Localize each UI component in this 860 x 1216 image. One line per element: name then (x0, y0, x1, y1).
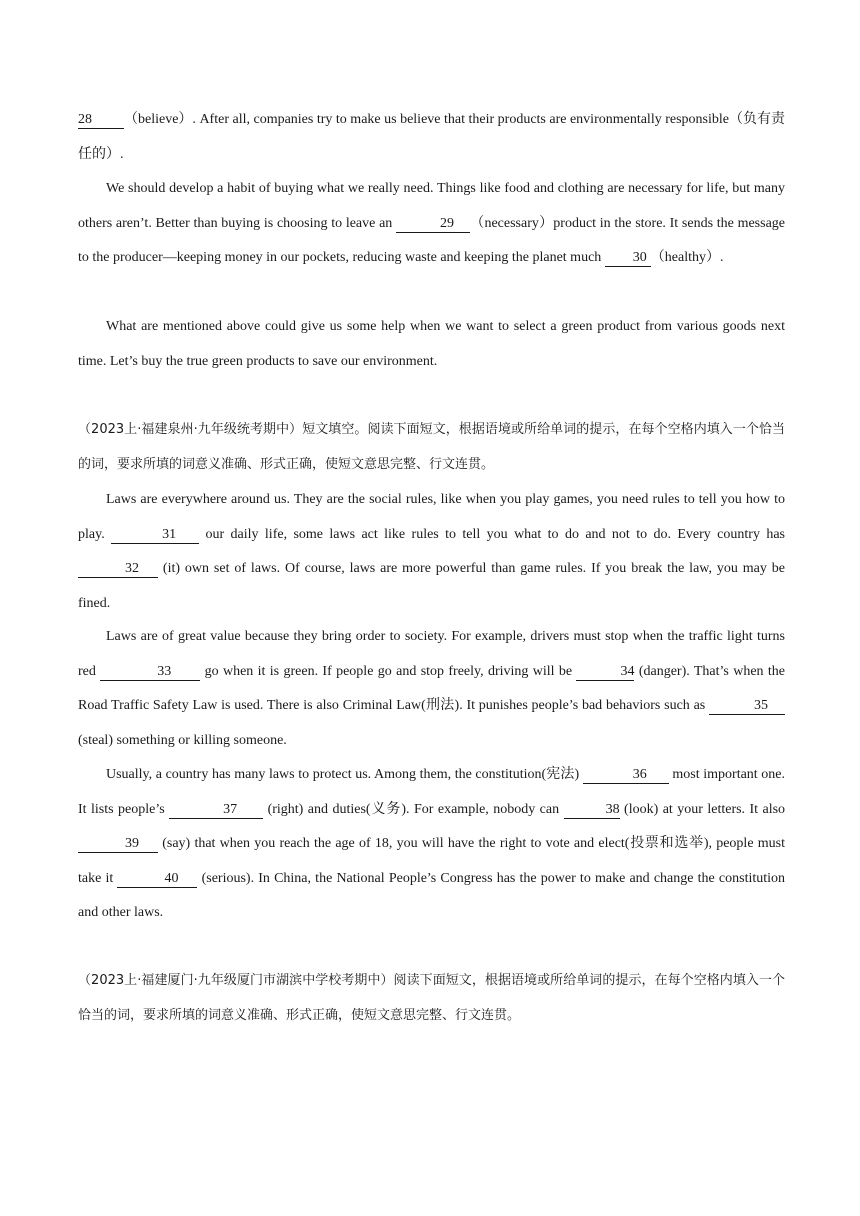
section-intro-xiamen (78, 964, 785, 1033)
blank-35 (709, 698, 785, 715)
paragraph-laws-value (78, 620, 785, 758)
blank-number: 33 (157, 663, 172, 679)
blank-number: 37 (223, 801, 238, 817)
blank-number: 38 (605, 801, 620, 817)
blank-37 (169, 802, 263, 819)
paragraph-text: (right) and duties(义务). For example, nobody can (267, 801, 560, 817)
blank-36 (583, 767, 669, 784)
paragraph-text: We should develop a habit of buying what we really need. Things like food and clothing are necessary for life, but many others aren’t. Better than buying is choosing to leave an (78, 181, 785, 231)
blank-number: 34 (620, 663, 635, 679)
blank-38 (564, 802, 620, 819)
paragraph-believe (78, 103, 785, 172)
blank-number: 40 (164, 870, 179, 886)
blank-28 (78, 112, 124, 129)
blank-number: 28 (78, 112, 92, 127)
paragraph-laws-everywhere (78, 483, 785, 621)
blank-number: 35 (754, 698, 768, 714)
blank-number: 31 (162, 526, 177, 542)
paragraph-habit (78, 172, 785, 276)
paragraph-text: (look) at your letters. It also (624, 801, 786, 817)
paragraph-text: most important one. It lists people’s (78, 767, 786, 817)
blank-39 (78, 836, 158, 853)
paragraph-text: （necessary）product in the store. It sends the message to the producer—keeping money in our pockets, reducing waste and keeping the planet much (78, 215, 785, 266)
paragraph-text: (danger). That’s when the Road Traffic Safety Law is used. There is also Criminal Law(刑法). It punishes people’s bad behaviors such as (78, 663, 785, 714)
blank-number: 30 (632, 250, 647, 266)
intro-text: （2023上·福建泉州·九年级统考期中）短文填空。阅读下面短文，根据语境或所给单词的提示，在每个空格内填入一个恰当的词，要求所填的词意义准确、形式正确，使短文意思完整、行文连贯。 (78, 422, 785, 472)
paragraph-text: (steal) something or killing someone. (78, 732, 287, 748)
paragraph-text: Laws are of great value because they bring order to society. For example, drivers must stop when the traffic light turns red (78, 629, 785, 679)
blank-32 (78, 561, 158, 578)
blank-number: 39 (125, 836, 139, 852)
blank-number: 32 (125, 561, 139, 577)
paragraph-text: （believe）. After all, companies try to make us believe that their products are environmentally responsible（负有责任的）. (78, 112, 785, 162)
blank-31 (111, 527, 199, 544)
blank-number: 36 (632, 767, 647, 782)
paragraph-constitution (78, 758, 785, 931)
paragraph-text: our daily life, some laws act like rules to tell you what to do and not to do. Every country has (205, 526, 785, 542)
paragraph-text: Usually, a country has many laws to protect us. Among them, the constitution(宪法) (106, 767, 580, 782)
paragraph-text: go when it is green. If people go and stop freely, driving will be (204, 663, 573, 679)
paragraph-conclusion (78, 310, 785, 379)
blank-30 (605, 250, 651, 267)
paragraph-text: Laws are everywhere around us. They are the social rules, like when you play games, you need rules to tell you how to play. (78, 492, 785, 542)
paragraph-text: （healthy）. (650, 250, 724, 266)
paragraph-text: (it) own set of laws. Of course, laws are more powerful than game rules. If you break the law, you may be fined. (78, 561, 786, 611)
paragraph-text: (serious). In China, the National People’s Congress has the power to make and change the constitution and other laws. (78, 870, 786, 921)
paragraph-text: (say) that when you reach the age of 18, you will have the right to vote and elect(投票和选举), people must take it (78, 836, 785, 886)
blank-40 (117, 871, 197, 888)
blank-34 (576, 664, 634, 681)
blank-number: 29 (440, 215, 455, 231)
paragraph-text: What are mentioned above could give us some help when we want to select a green product from various goods next time. Let’s buy the true green products to save our environment. (78, 319, 785, 369)
intro-text: （2023上·福建厦门·九年级厦门市湖滨中学校考期中）阅读下面短文，根据语境或所给单词的提示，在每个空格内填入一个恰当的词，要求所填的词意义准确、形式正确，使短文意思完整、行文连贯。 (78, 973, 785, 1023)
blank-33 (100, 664, 200, 681)
blank-29 (396, 216, 470, 233)
section-intro-quanzhou (78, 413, 785, 482)
